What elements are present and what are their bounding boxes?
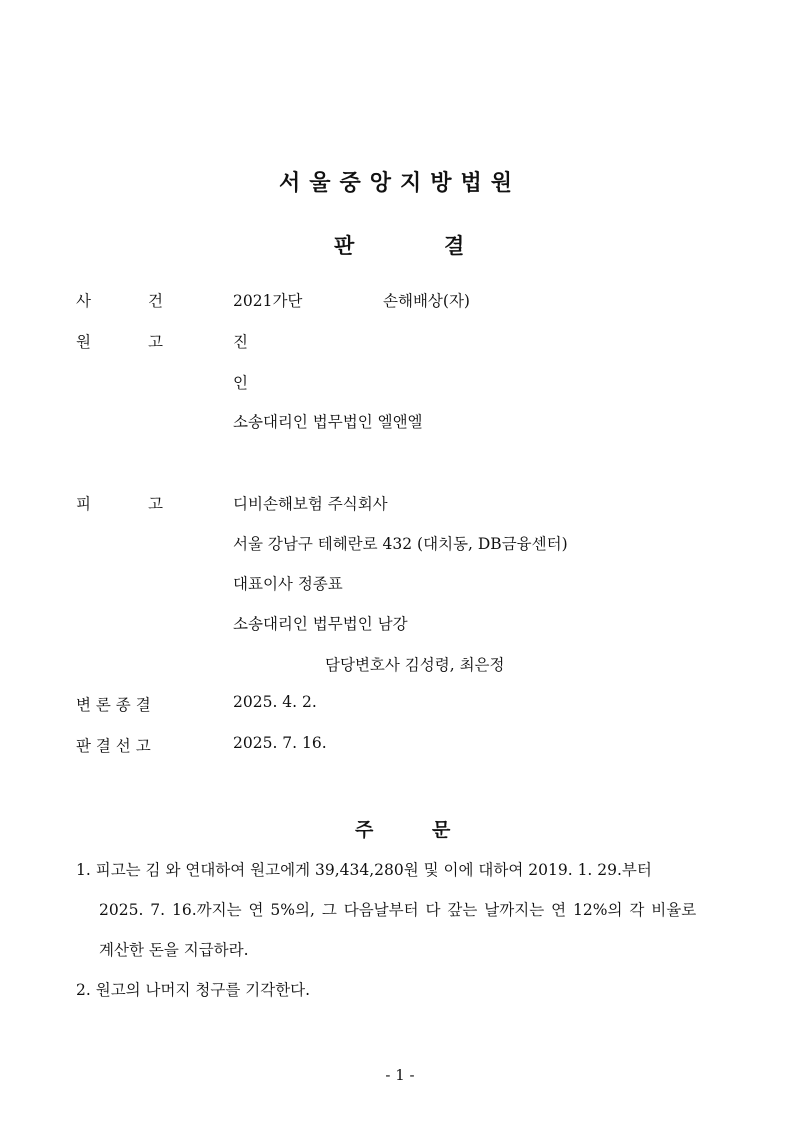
page-number: - 1 - [385,1066,415,1084]
defendant-attorney: 소송대리인 법무법인 남강 [233,615,408,633]
case-name: 손해배상(자) [383,292,470,310]
defendant-ceo: 대표이사 정종표 [233,575,343,593]
sentencing-label: 판 결 선 고 [76,737,151,755]
plaintiff-line1: 진 [233,333,248,351]
defendant-address: 서울 강남구 테헤란로 432 (대치동, DB금융센터) [233,535,568,553]
case-label-char2: 건 [148,292,163,310]
order-title-right: 문 [432,819,451,841]
closing-label: 변 론 종 결 [76,696,151,714]
defendant-label-char2: 고 [148,495,163,513]
plaintiff-attorney: 소송대리인 법무법인 엘앤엘 [233,413,423,431]
plaintiff-line2: 인 [233,374,248,392]
defendant-label-char1: 피 [76,495,91,513]
sentencing-date: 2025. 7. 16. [233,734,327,752]
order-item-1-line-1: 1. 피고는 김 와 연대하여 원고에게 39,434,280원 및 이에 대하여 2019. 1. 29.부터 [76,861,652,879]
case-label-char1: 사 [76,292,91,310]
court-name: 서울중앙지방법원 [278,171,522,196]
document-title-right: 결 [444,234,465,258]
order-item-1-line-2: 2025. 7. 16.까지는 연 5%의, 그 다음날부터 다 갚는 날까지는 연 12%의 각 비율로 [99,901,697,919]
defendant-name: 디비손해보험 주식회사 [233,495,388,513]
closing-date: 2025. 4. 2. [233,693,317,711]
case-number: 2021가단 [233,292,303,310]
document-title-left: 판 [334,234,355,258]
order-title-left: 주 [355,819,374,841]
plaintiff-label-char1: 원 [76,333,91,351]
order-item-1-line-3: 계산한 돈을 지급하라. [99,941,249,959]
defendant-lawyers: 담당변호사 김성령, 최은정 [325,656,505,674]
order-item-2: 2. 원고의 나머지 청구를 기각한다. [76,981,311,999]
plaintiff-label-char2: 고 [148,333,163,351]
